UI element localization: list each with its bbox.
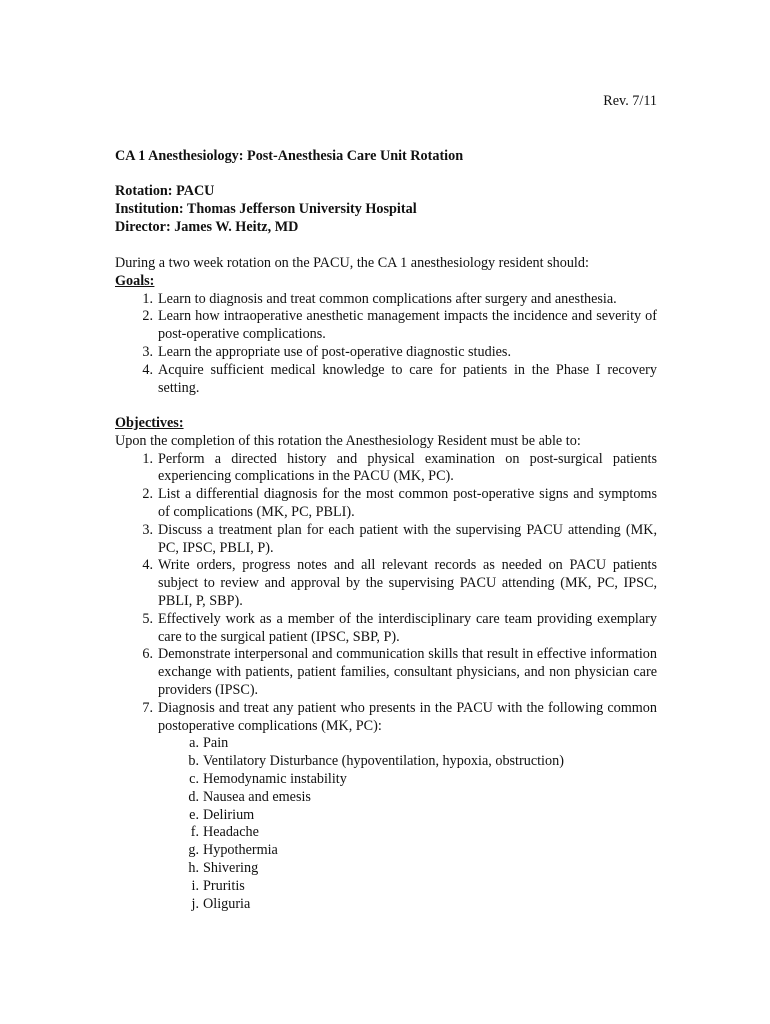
intro-text: During a two week rotation on the PACU, the CA 1 anesthesiology resident should: [115, 255, 589, 271]
complication-letter: i. [191, 877, 199, 894]
complication-text: Nausea and emesis [203, 788, 311, 805]
complication-letter: a. [189, 735, 199, 752]
objective-number: 5. [142, 610, 153, 627]
objective-text: Effectively work as a member of the interdisciplinary care team providing exemplary care to the surgical patient (IPSC, SBP, P). [158, 610, 657, 645]
objective-number: 4. [142, 557, 153, 574]
complication-letter: b. [188, 753, 199, 770]
goal-item [115, 344, 657, 362]
complication-letter: f. [190, 824, 199, 841]
goal-number: 1. [142, 290, 153, 307]
goals-heading: Goals: [115, 272, 155, 289]
goal-number: 4. [142, 361, 153, 378]
objective-item [115, 522, 657, 558]
objective-item [115, 611, 657, 647]
complication-letter: d. [188, 788, 199, 805]
institution-line: Institution: Thomas Jefferson University Hospital [115, 200, 417, 217]
complication-letter: c. [189, 770, 199, 787]
complication-text: Hypothermia [203, 842, 278, 859]
rotation-info [115, 183, 417, 236]
objectives-section [115, 415, 657, 913]
goal-number: 2. [142, 308, 153, 325]
complication-text: Pruritis [203, 877, 245, 894]
complication-item [115, 878, 657, 896]
complication-item [115, 753, 657, 771]
objective-number: 6. [142, 646, 153, 663]
objective-text: Diagnosis and treat any patient who presents in the PACU with the following common postoperative complications (MK, PC): [158, 699, 657, 734]
complication-text: Headache [203, 824, 259, 841]
complication-item [115, 771, 657, 789]
goal-text: Learn to diagnosis and treat common complications after surgery and anesthesia. [158, 290, 617, 307]
complication-text: Shivering [203, 859, 259, 876]
goal-text: Learn the appropriate use of post-operative diagnostic studies. [158, 343, 511, 360]
complications-list [115, 735, 657, 913]
complication-letter: e. [189, 806, 199, 823]
complication-letter: g. [188, 842, 199, 859]
complication-item [115, 789, 657, 807]
complication-letter: j. [191, 895, 199, 912]
objective-number: 2. [142, 486, 153, 503]
goal-number: 3. [142, 343, 153, 360]
goal-text: Learn how intraoperative anesthetic management impacts the incidence and severity of post-operative complications. [158, 308, 657, 343]
complication-item [115, 807, 657, 825]
goal-item [115, 362, 657, 398]
objective-item [115, 700, 657, 736]
complication-item [115, 842, 657, 860]
complication-text: Delirium [203, 806, 255, 823]
complication-text: Pain [203, 735, 229, 752]
goals-list [115, 291, 657, 398]
complication-letter: h. [188, 859, 199, 876]
objective-item [115, 451, 657, 487]
complication-item [115, 896, 657, 914]
objective-number: 1. [142, 450, 153, 467]
objectives-intro: Upon the completion of this rotation the Anesthesiology Resident must be able to: [115, 432, 581, 449]
complication-text: Oliguria [203, 895, 251, 912]
goal-item [115, 291, 657, 309]
complication-text: Hemodynamic instability [203, 770, 347, 787]
objective-text: Perform a directed history and physical examination on post-surgical patients experiencing complications in the PACU (MK, PC). [158, 450, 657, 485]
objective-text: Demonstrate interpersonal and communication skills that result in effective information exchange with patients, patient families, consultant physicians, and non physician care providers (IPSC). [158, 646, 657, 698]
objectives-list [115, 451, 657, 736]
complication-text: Ventilatory Disturbance (hypoventilation, hypoxia, obstruction) [203, 753, 564, 770]
objective-item [115, 557, 657, 610]
goal-text: Acquire sufficient medical knowledge to care for patients in the Phase I recovery setting. [158, 361, 657, 396]
goal-item [115, 308, 657, 344]
objective-number: 7. [142, 699, 153, 716]
objective-text: List a differential diagnosis for the most common post-operative signs and symptoms of complications (MK, PC, PBLI). [158, 486, 657, 520]
complication-item [115, 735, 657, 753]
objective-item [115, 486, 657, 522]
objective-item [115, 646, 657, 699]
complication-item [115, 824, 657, 842]
rotation-line: Rotation: PACU [115, 183, 215, 199]
revision-label: Rev. 7/11 [603, 93, 657, 109]
objective-number: 3. [142, 521, 153, 538]
director-line: Director: James W. Heitz, MD [115, 218, 299, 235]
objectives-heading: Objectives: [115, 415, 184, 431]
complication-item [115, 860, 657, 878]
objective-text: Discuss a treatment plan for each patient with the supervising PACU attending (MK, PC, IPSC, PBLI, P). [158, 521, 657, 556]
goals-section [115, 255, 657, 397]
objective-text: Write orders, progress notes and all relevant records as needed on PACU patients subject to review and approval by the supervising PACU attending (MK, PC, IPSC, PBLI, P, SBP). [158, 557, 657, 609]
document-title: CA 1 Anesthesiology: Post-Anesthesia Care Unit Rotation [115, 148, 464, 164]
